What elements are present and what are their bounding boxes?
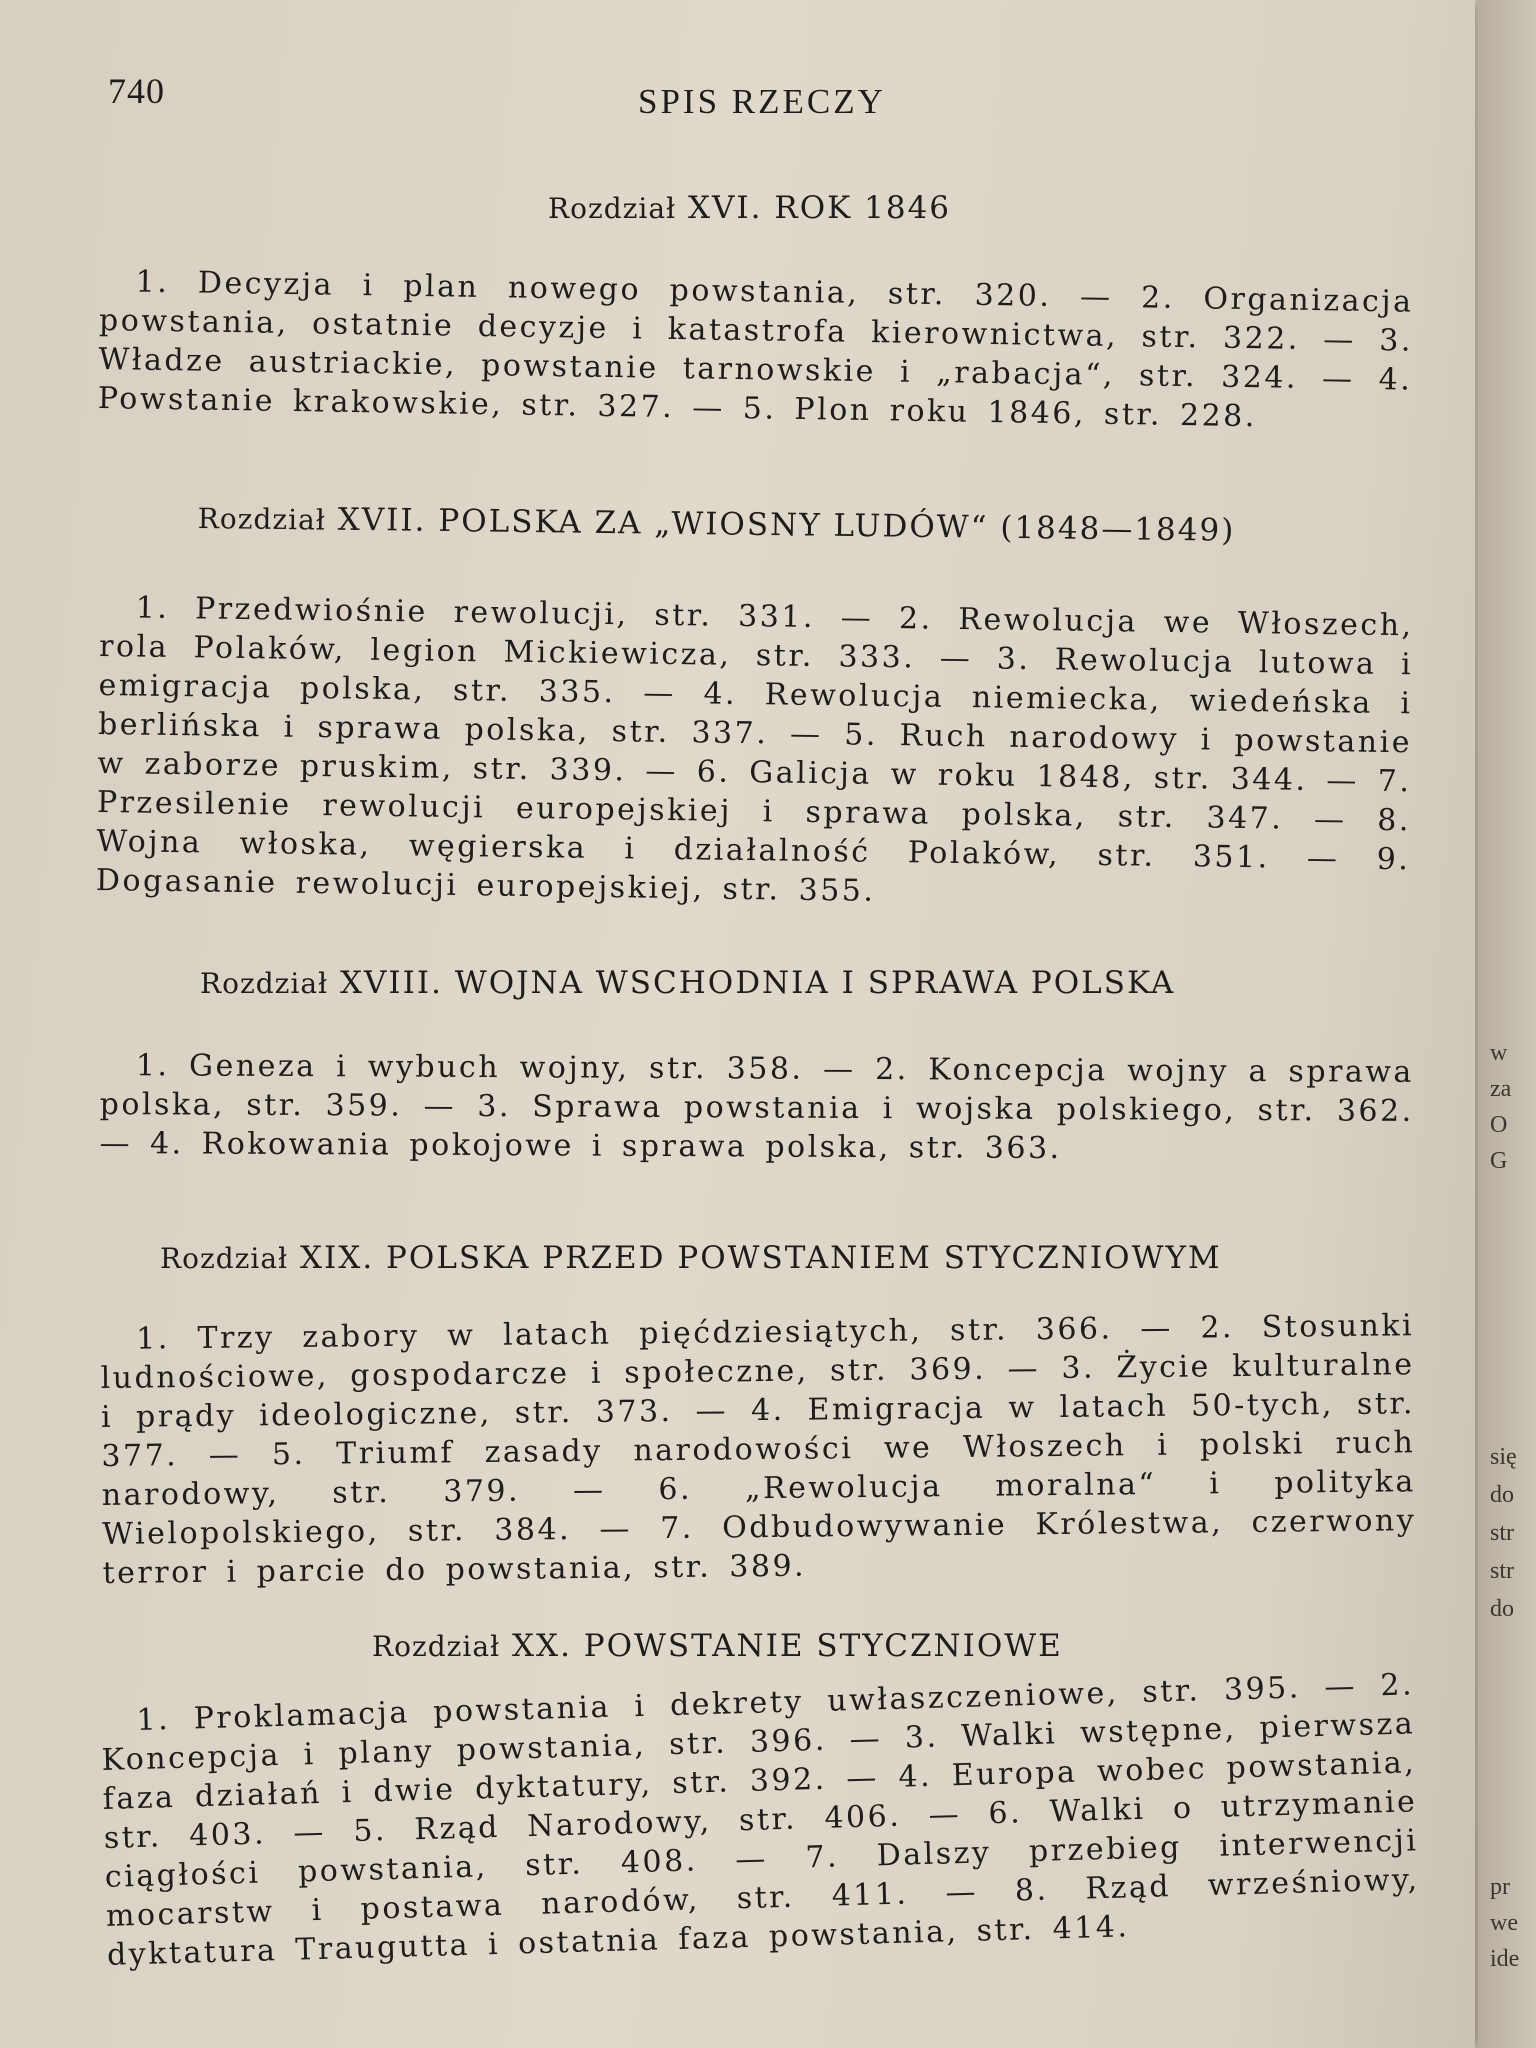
- page-number: 740: [108, 71, 165, 111]
- adjacent-page-fragment: we: [1490, 1910, 1518, 1936]
- chapter-heading-xix: [160, 1240, 1222, 1276]
- chapter-heading-xviii: [200, 965, 1175, 1001]
- chapter-label: Rozdział: [160, 1242, 289, 1275]
- chapter-contents-text: 1. Geneza i wybuch wojny, str. 358. — 2. Koncepcja wojny a sprawa polska, str. 359. — 3. Sprawa powstania i wojska polskiego, str. 362. — 4. Rokowania pokojowe i sprawa polska, str. 363.: [99, 1048, 1414, 1167]
- chapter-title: XVII. POLSKA ZA „WIOSNY LUDÓW“ (1848—1849): [337, 501, 1236, 549]
- chapter-contents-text: 1. Przedwiośnie rewolucji, str. 331. — 2. Rewolucja we Włoszech, rola Polaków, legion Mickiewicza, str. 333. — 3. Rewolucja lutowa i emigracja polska, str. 335. — 4. Rewolucja niemiecka, wiedeńska i berlińska i sprawa polska, str. 337. — 5. Ruch narodowy i powstanie w zaborze pruskim, str. 339. — 6. Galicja w roku 1848, str. 344. — 7. Przesilenie rewolucji europejskiej i sprawa polska, str. 347. — 8. Wojna włoska, węgierska i działalność Polaków, str. 351. — 9. Dogasanie rewolucji europejskiej, str. 355.: [95, 590, 1414, 909]
- running-head: SPIS RZECZY: [638, 82, 886, 121]
- chapter-title: XX. POWSTANIE STYCZNIOWE: [511, 1628, 1063, 1664]
- chapter-contents-text: 1. Proklamacja powstania i dekrety uwłaszczeniowe, str. 395. — 2. Koncepcja i plany powstania, str. 396. — 3. Walki wstępne, pierwsza faza działań i dwie dyktatury, str. 392. — 4. Europa wobec powstania, str. 403. — 5. Rząd Narodowy, str. 406. — 6. Walki o utrzymanie ciągłości powstania, str. 408. — 7. Dalszy przebieg interwencji mocarstw i postawa narodów, str. 411. — 8. Rząd wrześniowy, dyktatura Traugutta i ostatnia faza powstania, str. 414.: [101, 1667, 1420, 1973]
- chapter-title: XIX. POLSKA PRZED POWSTANIEM STYCZNIOWYM: [299, 1240, 1222, 1276]
- chapter-contents-text: 1. Trzy zabory w latach pięćdziesiątych, str. 366. — 2. Stosunki ludnościowe, gospodarcze i społeczne, str. 369. — 3. Życie kulturalne i prądy ideologiczne, str. 373. — 4. Emigracja w latach 50-tych, str. 377. — 5. Triumf zasady narodowości we Włoszech i polski ruch narodowy, str. 379. — 6. „Rewolucja moralna“ i polityka Wielopolskiego, str. 384. — 7. Odbudowywanie Królestwa, czerwony terror i parcie do powstania, str. 389.: [100, 1308, 1417, 1591]
- chapter-heading-xvi: [548, 190, 951, 226]
- chapter-contents-xix: [100, 1306, 1417, 1593]
- adjacent-page-fragment: str: [1490, 1520, 1514, 1546]
- chapter-label: Rozdział: [197, 501, 327, 537]
- adjacent-page-fragment: do: [1490, 1482, 1514, 1508]
- chapter-label: Rozdział: [548, 192, 677, 225]
- chapter-label: Rozdział: [200, 967, 329, 1000]
- chapter-contents-xx: [100, 1665, 1421, 1975]
- adjacent-page-fragment: w: [1490, 1040, 1508, 1066]
- chapter-title: XVIII. WOJNA WSCHODNIA I SPRAWA POLSKA: [339, 965, 1176, 1001]
- chapter-heading-xx: [372, 1628, 1063, 1664]
- chapter-heading-xvii: [198, 500, 1236, 549]
- adjacent-page-fragment: za: [1490, 1076, 1512, 1102]
- chapter-contents-text: 1. Decyzja i plan nowego powstania, str. 320. — 2. Organizacja powstania, ostatnie decyzje i katastrofa kierownictwa, str. 322. — 3. Władze austriackie, powstanie tarnowskie i „rabacja“, str. 324. — 4. Powstanie krakowskie, str. 327. — 5. Plon roku 1846, str. 228.: [97, 264, 1414, 435]
- adjacent-page-fragment: G: [1490, 1148, 1508, 1174]
- chapter-title: XVI. ROK 1846: [687, 190, 952, 226]
- adjacent-page-fragment: ide: [1490, 1946, 1520, 1972]
- adjacent-page-fragment: pr: [1490, 1874, 1510, 1900]
- adjacent-page-fragment: się: [1490, 1444, 1517, 1470]
- chapter-contents-xviii: [99, 1046, 1414, 1170]
- adjacent-page-fragment: do: [1490, 1596, 1514, 1622]
- chapter-contents-xvi: [98, 262, 1414, 439]
- adjacent-page-edge: [1478, 0, 1536, 2048]
- chapter-label: Rozdział: [372, 1630, 501, 1663]
- adjacent-page-fragment: O: [1490, 1112, 1508, 1138]
- chapter-contents-xvii: [96, 588, 1414, 918]
- adjacent-page-fragment: str: [1490, 1558, 1514, 1584]
